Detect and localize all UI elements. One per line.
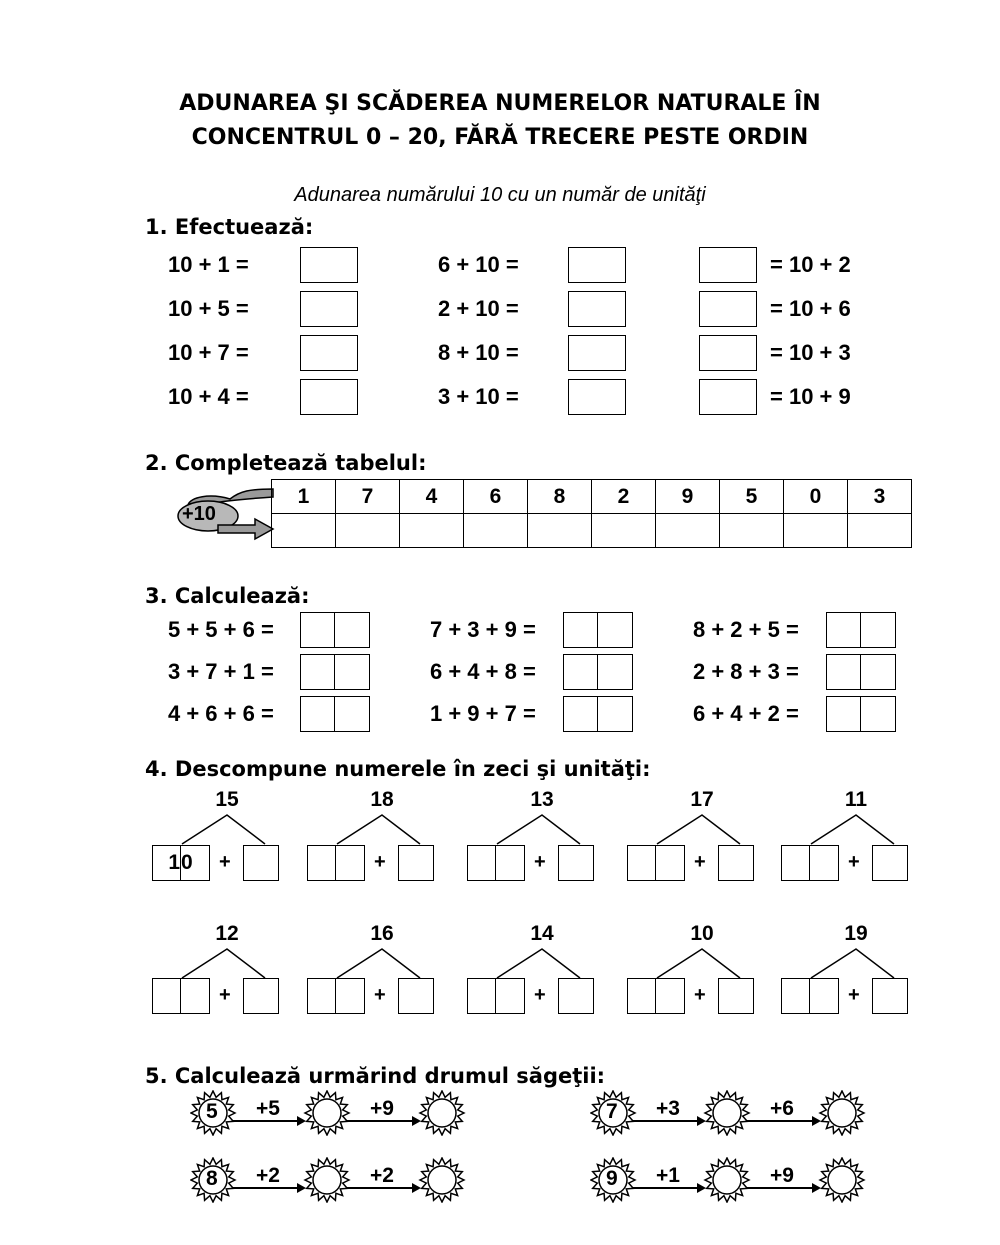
chain-operation-1: +3 [656, 1097, 680, 1120]
number-to-decompose: 16 [370, 922, 394, 945]
arrow-head-icon [297, 1183, 306, 1193]
units-box[interactable] [398, 978, 434, 1014]
units-digit-cell[interactable] [496, 845, 525, 881]
tens-cell[interactable] [300, 612, 335, 648]
ex3-equation: 5 + 5 + 6 = [168, 617, 274, 642]
arrow-chain [590, 1090, 880, 1136]
title-line-1: ADUNAREA ŞI SCĂDEREA NUMERELOR NATURALE ÎN [179, 91, 821, 116]
arrow-head-icon [812, 1116, 821, 1126]
tens-box[interactable] [781, 845, 839, 881]
ex1-equation: = 10 + 3 [770, 340, 851, 365]
table-value-cell: 9 [656, 480, 720, 514]
answer-box[interactable] [568, 291, 626, 327]
decomposition-branch-lines [627, 810, 757, 846]
table-value-cell: 4 [400, 480, 464, 514]
table-value-cell: 8 [528, 480, 592, 514]
units-box[interactable] [558, 978, 594, 1014]
table-value-cell: 1 [272, 480, 336, 514]
units-cell[interactable] [598, 612, 633, 648]
tens-digit-cell[interactable] [467, 845, 496, 881]
table-value-cell: 3 [848, 480, 912, 514]
arrow-chain [590, 1157, 880, 1203]
ex3-equation: 6 + 4 + 8 = [430, 659, 536, 684]
units-box[interactable] [718, 978, 754, 1014]
tens-digit-cell[interactable]: 1 [152, 845, 181, 881]
tens-box[interactable] [307, 845, 365, 881]
ex1-equation: 10 + 7 = [168, 340, 249, 365]
units-cell[interactable] [335, 696, 370, 732]
two-digit-answer-box[interactable] [300, 696, 370, 732]
subtitle: Adunarea numărului 10 cu un număr de unităţi [294, 184, 706, 206]
tens-box[interactable] [467, 978, 525, 1014]
table-answer-cell[interactable] [592, 514, 656, 548]
units-cell[interactable] [598, 696, 633, 732]
units-digit-cell[interactable]: 0 [181, 845, 210, 881]
chain-start-number: 9 [606, 1167, 618, 1190]
table-value-cell: 7 [336, 480, 400, 514]
tens-cell[interactable] [563, 612, 598, 648]
answer-box[interactable] [300, 379, 358, 415]
decomposition-branch-lines [467, 944, 597, 980]
table-answer-cell[interactable] [272, 514, 336, 548]
ex1-equation: = 10 + 2 [770, 252, 851, 277]
tens-digit-cell[interactable] [152, 978, 181, 1014]
units-box[interactable] [872, 978, 908, 1014]
decomposition-branch-lines [781, 810, 911, 846]
tens-cell[interactable] [300, 654, 335, 690]
two-digit-answer-box[interactable] [300, 612, 370, 648]
tens-digit-cell[interactable] [307, 845, 336, 881]
arrow-head-icon [412, 1183, 421, 1193]
ex3-equation: 2 + 8 + 3 = [693, 659, 799, 684]
two-digit-answer-box[interactable] [300, 654, 370, 690]
table-answer-cell[interactable] [528, 514, 592, 548]
ex3-equation: 7 + 3 + 9 = [430, 617, 536, 642]
units-box[interactable] [872, 845, 908, 881]
units-box[interactable] [243, 845, 279, 881]
ex3-equation: 8 + 2 + 5 = [693, 617, 799, 642]
answer-box[interactable] [699, 291, 757, 327]
ex2-operator: +10 [182, 503, 216, 525]
tens-box[interactable] [627, 845, 685, 881]
number-to-decompose: 14 [530, 922, 554, 945]
tens-digit-cell[interactable] [627, 978, 656, 1014]
table-value-cell: 2 [592, 480, 656, 514]
tens-cell[interactable] [826, 654, 861, 690]
decomposition-branch-lines [467, 810, 597, 846]
ex1-equation: = 10 + 6 [770, 296, 851, 321]
units-cell[interactable] [335, 654, 370, 690]
ex3-heading: 3. Calculează: [145, 584, 310, 608]
title-line-2: CONCENTRUL 0 – 20, FĂRĂ TRECERE PESTE ORDIN [191, 125, 809, 150]
chain-operation-2: +9 [370, 1097, 394, 1120]
two-digit-answer-box[interactable] [563, 696, 633, 732]
number-to-decompose: 13 [530, 788, 554, 811]
answer-circle[interactable] [313, 1166, 341, 1194]
chain-operation-1: +2 [256, 1164, 280, 1187]
tens-box[interactable] [467, 845, 525, 881]
tens-box[interactable] [152, 845, 210, 881]
decomposition-branch-lines [627, 944, 757, 980]
two-digit-answer-box[interactable] [563, 612, 633, 648]
table-answer-cell[interactable] [464, 514, 528, 548]
plus-sign: + [534, 984, 546, 1006]
ex1-equation: 10 + 4 = [168, 384, 249, 409]
two-digit-answer-box[interactable] [563, 654, 633, 690]
units-digit-cell[interactable] [656, 845, 685, 881]
plus-sign: + [219, 984, 231, 1006]
decomposition-branch-lines [152, 810, 282, 846]
arrow-chain [190, 1090, 480, 1136]
units-cell[interactable] [861, 696, 896, 732]
answer-circle[interactable] [713, 1166, 741, 1194]
tens-digit-cell[interactable] [307, 978, 336, 1014]
answer-circle[interactable] [428, 1166, 456, 1194]
tens-box[interactable] [781, 978, 839, 1014]
plus-sign: + [694, 984, 706, 1006]
units-box[interactable] [398, 845, 434, 881]
answer-box[interactable] [300, 335, 358, 371]
decomposition-branch-lines [307, 944, 437, 980]
ex1-equation: 6 + 10 = [438, 252, 519, 277]
ex1-equation: 10 + 5 = [168, 296, 249, 321]
tens-digit-cell[interactable] [467, 978, 496, 1014]
plus-sign: + [694, 851, 706, 873]
table-value-cell: 5 [720, 480, 784, 514]
tens-cell[interactable] [300, 696, 335, 732]
chain-operation-2: +6 [770, 1097, 794, 1120]
number-to-decompose: 12 [215, 922, 239, 945]
units-digit-cell[interactable] [810, 978, 839, 1014]
chain-start-number: 7 [606, 1100, 618, 1123]
number-to-decompose: 15 [215, 788, 239, 811]
answer-box[interactable] [699, 335, 757, 371]
arrow-head-icon [697, 1183, 706, 1193]
ex1-heading: 1. Efectuează: [145, 215, 314, 239]
ex3-equation: 6 + 4 + 2 = [693, 701, 799, 726]
answer-circle[interactable] [313, 1099, 341, 1127]
units-cell[interactable] [861, 612, 896, 648]
ex1-equation: 8 + 10 = [438, 340, 519, 365]
chain-operation-1: +1 [656, 1164, 680, 1187]
plus-sign: + [219, 851, 231, 873]
tens-box[interactable] [627, 978, 685, 1014]
table-answer-cell[interactable] [848, 514, 912, 548]
table-answer-cell[interactable] [336, 514, 400, 548]
two-digit-answer-box[interactable] [826, 696, 896, 732]
ex1-equation: 10 + 1 = [168, 252, 249, 277]
number-to-decompose: 19 [844, 922, 868, 945]
ex3-equation: 4 + 6 + 6 = [168, 701, 274, 726]
tens-cell[interactable] [563, 696, 598, 732]
units-cell[interactable] [335, 612, 370, 648]
units-cell[interactable] [598, 654, 633, 690]
tens-cell[interactable] [563, 654, 598, 690]
decomposition-branch-lines [781, 944, 911, 980]
table-answer-cell[interactable] [656, 514, 720, 548]
answer-circle[interactable] [428, 1099, 456, 1127]
tens-digit-cell[interactable] [781, 845, 810, 881]
table-answer-cell[interactable] [400, 514, 464, 548]
units-digit-cell[interactable] [336, 978, 365, 1014]
arrow-head-icon [697, 1116, 706, 1126]
table-answer-cell[interactable] [720, 514, 784, 548]
plus-sign: + [374, 851, 386, 873]
answer-circle[interactable] [828, 1166, 856, 1194]
table-value-cell: 6 [464, 480, 528, 514]
answer-box[interactable] [568, 379, 626, 415]
arrow-head-icon [412, 1116, 421, 1126]
ex1-equation: = 10 + 9 [770, 384, 851, 409]
units-digit-cell[interactable] [336, 845, 365, 881]
units-digit-cell[interactable] [496, 978, 525, 1014]
table-value-cell: 0 [784, 480, 848, 514]
answer-box[interactable] [568, 247, 626, 283]
units-box[interactable] [718, 845, 754, 881]
answer-circle[interactable] [828, 1099, 856, 1127]
chain-operation-2: +9 [770, 1164, 794, 1187]
two-digit-answer-box[interactable] [826, 612, 896, 648]
chain-operation-2: +2 [370, 1164, 394, 1187]
ex2-table [271, 479, 912, 548]
tens-digit-cell[interactable] [781, 978, 810, 1014]
ex1-equation: 3 + 10 = [438, 384, 519, 409]
units-digit-cell[interactable] [181, 978, 210, 1014]
chain-start-number: 5 [206, 1100, 218, 1123]
ex3-equation: 1 + 9 + 7 = [430, 701, 536, 726]
table-answer-cell[interactable] [784, 514, 848, 548]
ex4-heading: 4. Descompune numerele în zeci şi unităţi: [145, 757, 651, 781]
answer-box[interactable] [300, 291, 358, 327]
tens-cell[interactable] [826, 612, 861, 648]
arrow-chain [190, 1157, 480, 1203]
tens-box[interactable] [152, 978, 210, 1014]
tens-digit-cell[interactable] [627, 845, 656, 881]
two-digit-answer-box[interactable] [826, 654, 896, 690]
number-to-decompose: 18 [370, 788, 394, 811]
ex3-equation: 3 + 7 + 1 = [168, 659, 274, 684]
answer-box[interactable] [699, 247, 757, 283]
units-digit-cell[interactable] [656, 978, 685, 1014]
decomposition-branch-lines [307, 810, 437, 846]
tens-cell[interactable] [826, 696, 861, 732]
answer-circle[interactable] [713, 1099, 741, 1127]
chain-operation-1: +5 [256, 1097, 280, 1120]
number-to-decompose: 10 [690, 922, 714, 945]
units-cell[interactable] [861, 654, 896, 690]
ex5-heading: 5. Calculează urmărind drumul săgeţii: [145, 1064, 606, 1088]
arrow-head-icon [297, 1116, 306, 1126]
plus-sign: + [534, 851, 546, 873]
number-to-decompose: 11 [844, 788, 868, 811]
units-digit-cell[interactable] [810, 845, 839, 881]
answer-box[interactable] [568, 335, 626, 371]
ex2-heading: 2. Completează tabelul: [145, 451, 427, 475]
units-box[interactable] [243, 978, 279, 1014]
units-box[interactable] [558, 845, 594, 881]
plus-sign: + [848, 984, 860, 1006]
answer-box[interactable] [699, 379, 757, 415]
chain-start-number: 8 [206, 1167, 218, 1190]
decomposition-branch-lines [152, 944, 282, 980]
answer-box[interactable] [300, 247, 358, 283]
arrow-head-icon [812, 1183, 821, 1193]
plus-sign: + [848, 851, 860, 873]
ex1-equation: 2 + 10 = [438, 296, 519, 321]
plus-sign: + [374, 984, 386, 1006]
tens-box[interactable] [307, 978, 365, 1014]
number-to-decompose: 17 [690, 788, 714, 811]
